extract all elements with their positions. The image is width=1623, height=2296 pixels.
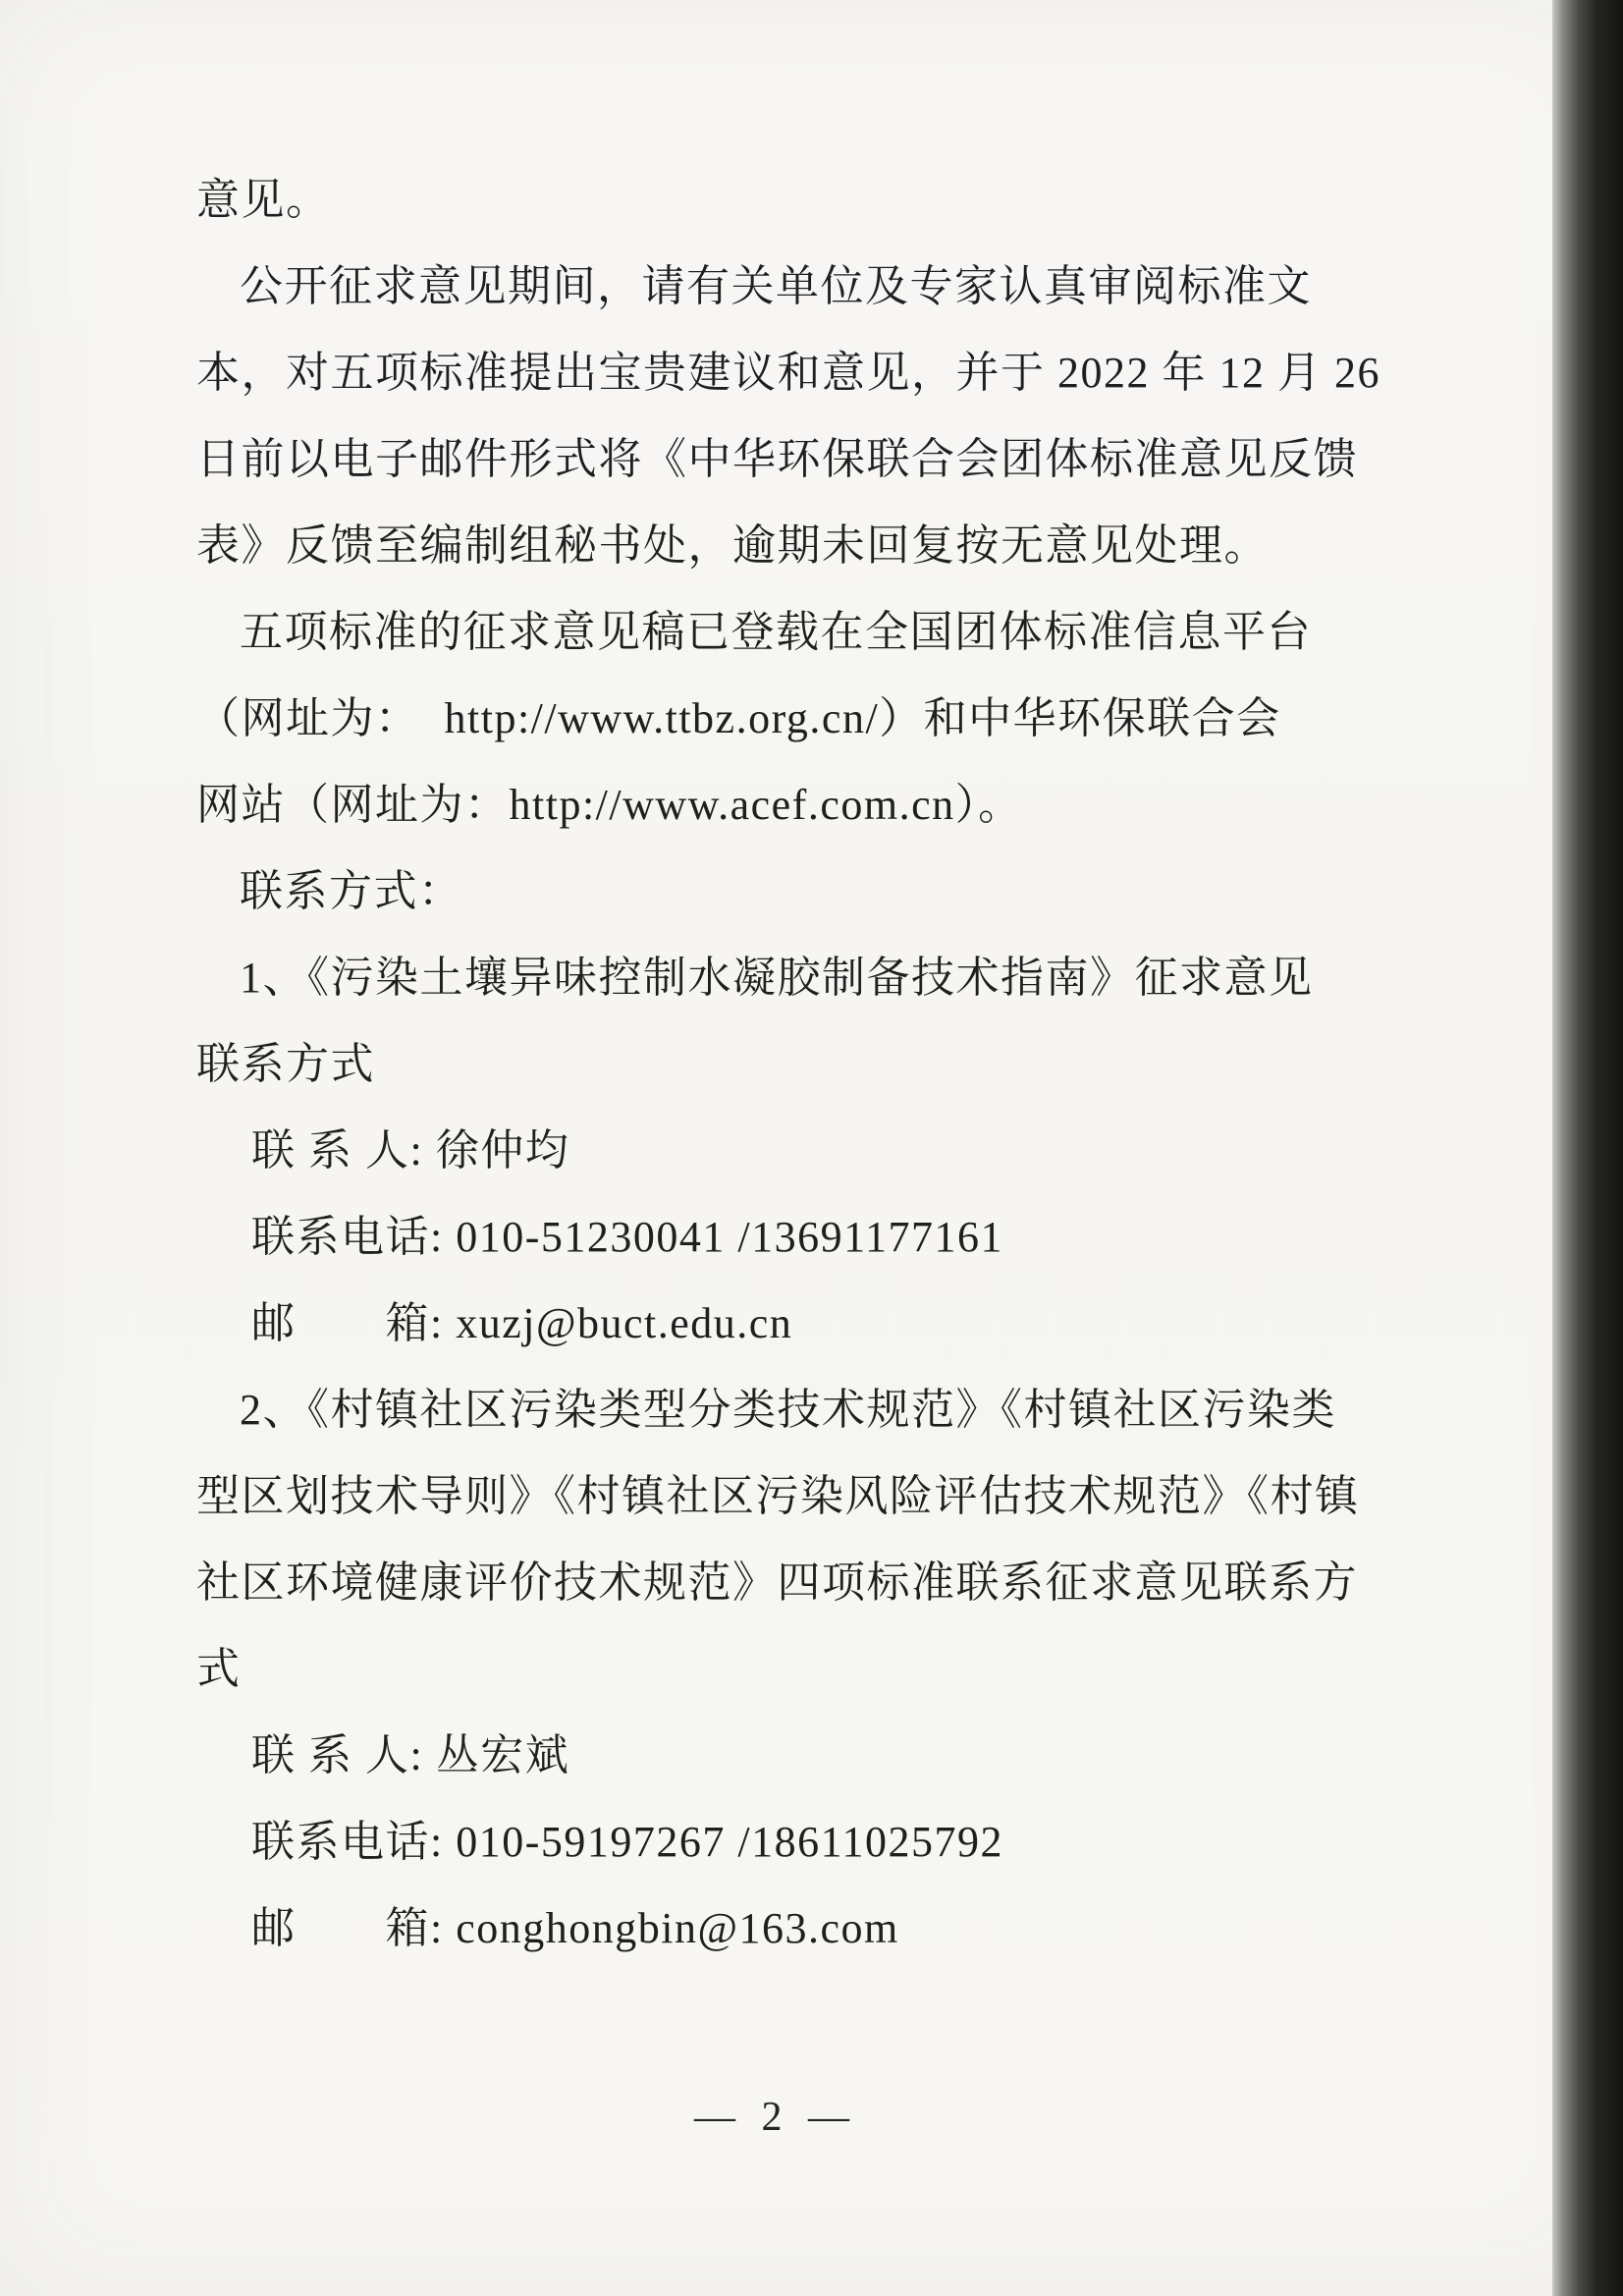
document-line: 联系方式 xyxy=(196,1040,375,1088)
document-line: 1、《污染土壤异味控制水凝胶制备技术指南》征求意见 xyxy=(240,954,1314,1002)
document-line: 日前以电子邮件形式将《中华环保联合会团体标准意见反馈 xyxy=(196,435,1358,483)
document-line: 公开征求意见期间，请有关单位及专家认真审阅标准文 xyxy=(240,262,1312,310)
scan-edge-shadow xyxy=(1552,0,1623,2296)
document-line: 表》反馈至编制组秘书处，逾期未回复按无意见处理。 xyxy=(196,521,1269,570)
document-line: （网址为： http://www.ttbz.org.cn/）和中华环保联合会 xyxy=(196,694,1281,742)
document-line: 式 xyxy=(196,1645,242,1693)
contact-email-line: 邮 箱: xuzj@buct.edu.cn xyxy=(251,1299,793,1347)
contact-phone-line: 联系电话: 010-59197267 /18611025792 xyxy=(251,1818,1003,1866)
document-line: 网站（网址为：http://www.acef.com.cn）。 xyxy=(196,781,1023,829)
contact-person-line: 联 系 人: 丛宏斌 xyxy=(251,1731,570,1779)
contact-email-line: 邮 箱: conghongbin@163.com xyxy=(251,1904,899,1952)
document-line: 五项标准的征求意见稿已登载在全国团体标准信息平台 xyxy=(240,608,1312,656)
document-line: 社区环境健康评价技术规范》四项标准联系征求意见联系方 xyxy=(196,1558,1358,1607)
contact-person-line: 联 系 人: 徐仲均 xyxy=(251,1126,570,1175)
document-body xyxy=(196,157,1434,1972)
document-line: 意见。 xyxy=(196,176,331,224)
contact-phone-line: 联系电话: 010-51230041 /13691177161 xyxy=(251,1213,1003,1261)
page-number: — 2 — xyxy=(694,2095,857,2140)
document-line: 2、《村镇社区污染类型分类技术规范》《村镇社区污染类 xyxy=(240,1386,1336,1434)
document-line: 型区划技术导则》《村镇社区污染风险评估技术规范》《村镇 xyxy=(196,1472,1360,1520)
document-line: 本，对五项标准提出宝贵建议和意见，并于 2022 年 12 月 26 xyxy=(196,349,1380,397)
document-line: 联系方式： xyxy=(240,867,463,915)
